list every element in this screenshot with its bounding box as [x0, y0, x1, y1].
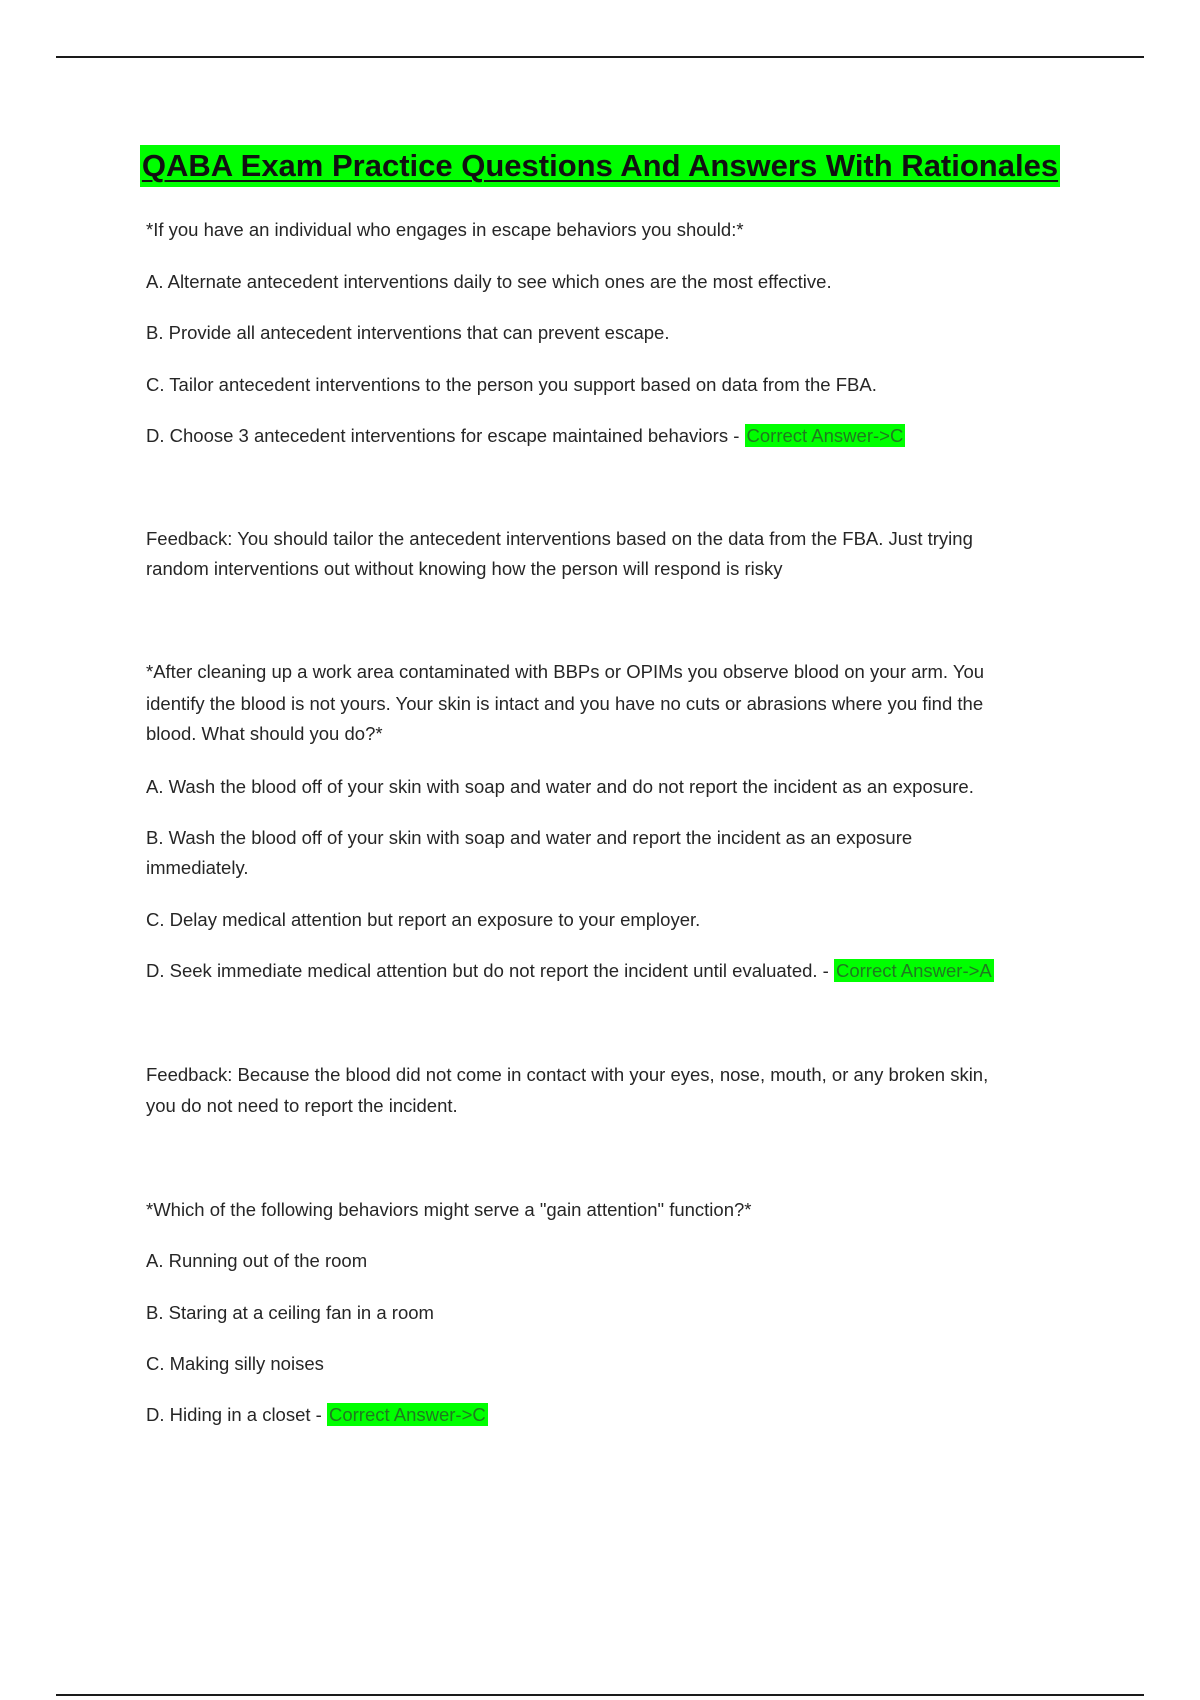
question-1-correct-answer: Correct Answer->C: [746, 425, 904, 446]
question-1-feedback-line-2: random interventions out without knowing how the person will respond is risky: [146, 558, 783, 579]
question-3-option-b: B. Staring at a ceiling fan in a room: [146, 1302, 434, 1323]
question-2-option-d-line: [146, 955, 1086, 986]
question-2-option-a: A. Wash the blood off of your skin with soap and water and do not report the incident as an exposure.: [146, 776, 974, 797]
question-3-option-a: A. Running out of the room: [146, 1250, 368, 1271]
question-2-option-d: D. Seek immediate medical attention but do not report the incident until evaluated. -: [146, 960, 834, 981]
question-2-feedback-line-1: Feedback: Because the blood did not come in contact with your eyes, nose, mouth, or any broken skin,: [146, 1064, 989, 1085]
question-3-prompt: *Which of the following behaviors might serve a "gain attention" function?*: [146, 1199, 752, 1220]
top-rule: [56, 56, 1144, 58]
question-2-correct-answer: Correct Answer->A: [835, 960, 992, 981]
question-1-option-c: C. Tailor antecedent interventions to the person you support based on data from the FBA.: [146, 374, 877, 395]
question-2-option-b-line-2: immediately.: [146, 857, 249, 878]
question-3-option-d: D. Hiding in a closet -: [146, 1404, 327, 1425]
document-title: QABA Exam Practice Questions And Answers With Rationales: [140, 145, 1060, 187]
question-1-option-a: A. Alternate antecedent interventions daily to see which ones are the most effective.: [146, 271, 832, 292]
question-1-feedback-line-1: Feedback: You should tailor the antecedent interventions based on the data from the FBA. Just trying: [146, 528, 973, 549]
question-2-feedback-line-2: you do not need to report the incident.: [146, 1095, 458, 1116]
question-1-option-b: B. Provide all antecedent interventions that can prevent escape.: [146, 322, 670, 343]
title-container: [0, 145, 1200, 187]
question-2-option-b-line-1: B. Wash the blood off of your skin with soap and water and report the incident as an exposure: [146, 827, 913, 848]
question-1-option-d: D. Choose 3 antecedent interventions for escape maintained behaviors -: [146, 425, 745, 446]
question-1-option-d-line: [146, 420, 1086, 451]
question-1-prompt: *If you have an individual who engages in escape behaviors you should:*: [146, 219, 744, 240]
question-2-option-c: C. Delay medical attention but report an exposure to your employer.: [146, 909, 701, 930]
question-2-prompt-line-3: blood. What should you do?*: [146, 723, 383, 744]
question-3-option-c: C. Making silly noises: [146, 1353, 324, 1374]
question-2-prompt-line-2: identify the blood is not yours. Your skin is intact and you have no cuts or abrasions where you find the: [146, 693, 984, 714]
question-2-prompt-line-1: *After cleaning up a work area contaminated with BBPs or OPIMs you observe blood on your arm. You: [146, 661, 985, 682]
question-3-correct-answer: Correct Answer->C: [328, 1404, 486, 1425]
question-3-option-d-line: [146, 1399, 1086, 1430]
bottom-rule: [56, 1694, 1144, 1696]
